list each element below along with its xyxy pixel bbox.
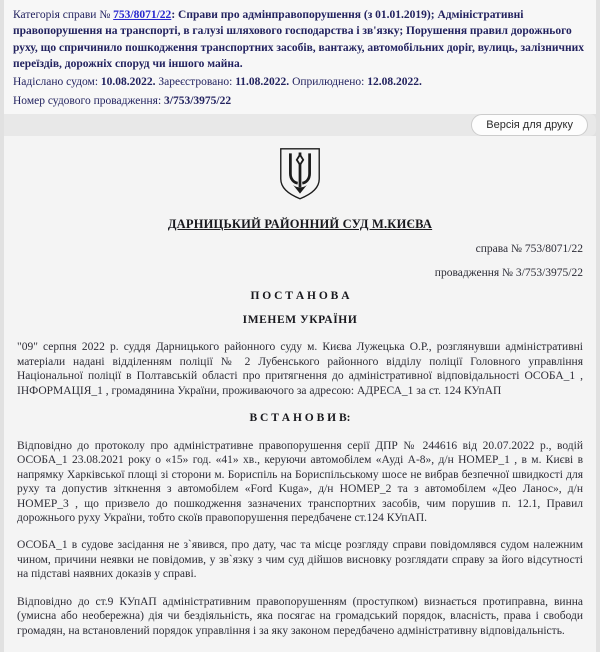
- court-name: ДАРНИЦЬКИЙ РАЙОННИЙ СУД М.КИЄВА: [167, 217, 433, 232]
- case-dates-line: [13, 74, 587, 90]
- sent-date: 10.08.2022.: [100, 76, 156, 89]
- case-metadata-section: [4, 0, 596, 114]
- body-paragraph: ОСОБА_1 в судове засідання не з`явився, про дату, час та місце розгляду справи повідомлявся судом належним чином, причини неявки не повідомив, у зв`язку з чим суд дійшов висновку розглядати справу за його відсутності на підставі наявних доказів у справі.: [17, 539, 583, 581]
- sent-label: Надіслано судом:: [13, 76, 101, 89]
- published-label: Оприлюднено:: [289, 76, 368, 89]
- case-number-line: справа № 753/8071/22: [475, 243, 583, 256]
- ukraine-trident-icon: [277, 192, 323, 204]
- registered-date: 11.08.2022.: [235, 76, 290, 89]
- emblem-container: [17, 147, 583, 205]
- court-decision-document: [4, 136, 596, 652]
- established-heading: В С Т А Н О В И В:: [249, 412, 351, 425]
- print-version-button[interactable]: Версія для друку: [471, 114, 588, 136]
- toolbar: [4, 114, 596, 136]
- registered-label: Зареєстровано:: [155, 76, 236, 89]
- case-reference-block: [17, 242, 583, 280]
- case-number-link[interactable]: 753/8071/22: [113, 9, 172, 21]
- page: [4, 0, 596, 637]
- body-paragraph: Відповідно до протоколу про адміністративне правопорушення серії ДПР № 244616 від 20.07.2022 р., водій ОСОБА_1 23.08.2021 року о «15» год. «41» хв., керуючи автомобілем «Ауді А-8», д/н НОМЕР_1 , в м. Києві в напрямку Харківської площі зі сторони м. Бориспіль на Бориспільському шосе не вибрав безпечної швидкості для руху та допустив зіткнення з автомобілем «Ford Kuga», д/н НОМЕР_2 та з автомобілем «Део Ланос», д/н НОМЕР_3 , що призвело до пошкодження зазначених транспортних засобів, чим порушив п. 12.1, Правил дорожнього руху України, тобто скоїв правопорушення передбачене ст.124 КУпАП.: [17, 439, 583, 524]
- published-date: 12.08.2022.: [367, 76, 422, 89]
- category-description: : Справи про адмінправопорушення (з 01.01.2019); Адміністративні правопорушення на транспорті, в галузі шляхового господарства і зв'язку; Порушення правил дорожнього руху, що спричинило пошкодження транспортних засобів, вантажу, автомобільних доріг, вулиць, залізничних переїздів, дорожніх споруд чи іншого майна.: [13, 9, 584, 70]
- intro-paragraph: "09" серпня 2022 р. суддя Дарницького районного суду м. Києва Лужецька О.Р., розглянувши адміністративні матеріали надані відділенням поліції № 2 Лубенського районного відділу поліції Головного управління Національної поліції в Полтавській області про притягнення до адміністративної відповідальності ОСОБА_1 , ІНФОРМАЦІЯ_1 , громадянина України, проживаючого за адресою: АДРЕСА_1 за ст. 124 КУпАП: [17, 341, 583, 397]
- decision-title: П О С Т А Н О В А: [250, 290, 350, 303]
- case-category-line: [13, 7, 587, 72]
- category-label: Категорія справи №: [13, 9, 114, 21]
- decision-subtitle: ІМЕНЕМ УКРАЇНИ: [242, 313, 358, 326]
- proceeding-label: Номер судового провадження:: [13, 94, 165, 107]
- proceeding-line: провадження № 3/753/3975/22: [434, 266, 583, 279]
- body-paragraph: Відповідно до ст.9 КУпАП адміністративним правопорушенням (проступком) визнається протиправна, винна (умисна або необережна) дія чи бездіяльність, яка посягає на громадський порядок, власність, права і свободи громадян, на встановлений порядок управління і за яку законом передбачено адміністративну відповідальність.: [17, 595, 583, 637]
- proceeding-number-line: [13, 93, 587, 109]
- proceeding-number: 3/753/3975/22: [164, 94, 232, 107]
